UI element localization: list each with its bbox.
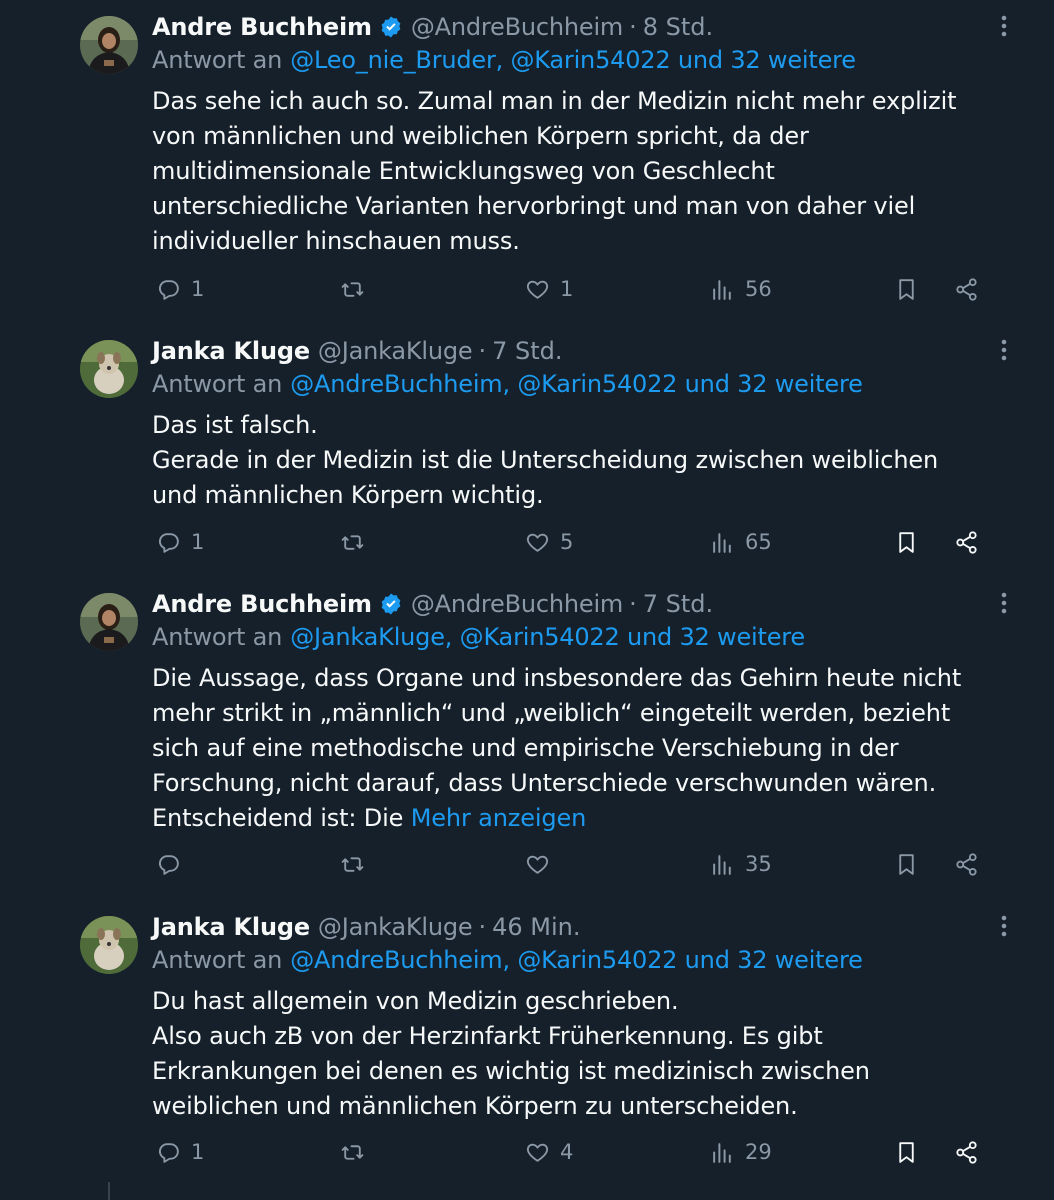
text-line: Das sehe ich auch so. Zumal man in der Medizin nicht mehr explizit [152, 87, 957, 115]
avatar-janka[interactable] [80, 916, 138, 974]
reply-button[interactable] [156, 274, 204, 304]
thread-connector-line [108, 1182, 110, 1200]
heart-icon [525, 1140, 550, 1165]
reply-context [152, 46, 856, 74]
timestamp[interactable]: 46 Min. [492, 913, 581, 941]
share-button[interactable] [954, 274, 979, 304]
views-button[interactable] [710, 527, 772, 557]
retweet-button[interactable] [340, 849, 375, 879]
text-line: von männlichen und weiblichen Körpern spricht, da der [152, 122, 809, 150]
text-line: Die Aussage, dass Organe und insbesondere das Gehirn heute nicht [152, 664, 962, 692]
reply-mentions-link[interactable]: @JankaKluge, @Karin54022 und 32 weitere [290, 623, 805, 651]
reply-icon [156, 852, 181, 877]
text-line: unterschiedliche Varianten hervorbringt und man von daher viel [152, 192, 916, 220]
like-count: 5 [560, 530, 574, 554]
show-more-link[interactable]: Mehr anzeigen [410, 804, 587, 832]
heart-icon [525, 852, 550, 877]
like-count: 4 [560, 1140, 574, 1164]
text-line: Das ist falsch. [152, 411, 318, 439]
retweet-icon [340, 852, 365, 877]
avatar-andre[interactable] [80, 593, 138, 651]
action-bar [0, 527, 1054, 557]
tweet-header [152, 10, 713, 44]
like-button[interactable] [525, 274, 573, 304]
action-bar [0, 274, 1054, 304]
reply-context [152, 370, 863, 398]
retweet-icon [340, 277, 365, 302]
text-line: weiblichen und männlichen Körpern zu unterscheiden. [152, 1092, 798, 1120]
text-line: Erkrankungen bei denen es wichtig ist medizinisch zwischen [152, 1057, 870, 1085]
reply-icon [156, 1140, 181, 1165]
display-name[interactable]: Andre Buchheim [152, 13, 372, 41]
text-line: mehr strikt in „männlich“ und „weiblich“ eingeteilt werden, bezieht [152, 699, 951, 727]
reply-label: Antwort an [152, 46, 283, 74]
retweet-button[interactable] [340, 527, 375, 557]
separator: · [478, 913, 487, 941]
avatar-janka[interactable] [80, 340, 138, 398]
text-line: Gerade in der Medizin ist die Unterscheidung zwischen weiblichen [152, 446, 939, 474]
views-chart-icon [710, 530, 735, 555]
reply-context [152, 946, 863, 974]
reply-mentions-link[interactable]: @AndreBuchheim, @Karin54022 und 32 weitere [290, 946, 863, 974]
avatar-andre-image [80, 593, 138, 651]
reply-count: 1 [191, 530, 205, 554]
text-line: sich auf eine methodische und empirische Verschiebung in der [152, 734, 899, 762]
more-options-icon[interactable] [990, 336, 1018, 364]
heart-icon [525, 277, 550, 302]
reply-button[interactable] [156, 527, 204, 557]
reply-button[interactable] [156, 1137, 204, 1167]
like-count: 1 [560, 277, 574, 301]
text-line: multidimensionale Entwicklungsweg von Geschlecht [152, 157, 775, 185]
share-icon [954, 1140, 979, 1165]
reply-count: 1 [191, 1140, 205, 1164]
reply-context [152, 623, 805, 651]
separator: · [629, 13, 637, 41]
display-name[interactable]: Janka Kluge [152, 337, 310, 365]
bookmark-icon [894, 852, 919, 877]
handle[interactable]: @JankaKluge [317, 913, 473, 941]
views-button[interactable] [710, 1137, 772, 1167]
verified-badge-icon [379, 15, 403, 39]
views-count: 56 [745, 277, 772, 301]
tweet-text [152, 984, 1012, 1124]
timestamp[interactable]: 7 Std. [492, 337, 563, 365]
tweet-header [152, 334, 563, 368]
views-button[interactable] [710, 849, 772, 879]
avatar-andre-image [80, 16, 138, 74]
reply-mentions-link[interactable]: @AndreBuchheim, @Karin54022 und 32 weitere [290, 370, 863, 398]
reply-label: Antwort an [152, 946, 283, 974]
display-name[interactable]: Janka Kluge [152, 913, 310, 941]
more-options-icon[interactable] [990, 12, 1018, 40]
views-count: 65 [745, 530, 772, 554]
text-line: und männlichen Körpern wichtig. [152, 481, 544, 509]
share-icon [954, 530, 979, 555]
reply-mentions-link[interactable]: @Leo_nie_Bruder, @Karin54022 und 32 weitere [290, 46, 856, 74]
reply-button[interactable] [156, 849, 191, 879]
views-button[interactable] [710, 274, 772, 304]
tweet-text [152, 408, 1012, 513]
avatar-janka-image [80, 340, 138, 398]
bookmark-button[interactable] [894, 1137, 919, 1167]
bookmark-icon [894, 1140, 919, 1165]
bookmark-button[interactable] [894, 527, 919, 557]
text-line-with-more [152, 801, 1012, 836]
views-chart-icon [710, 852, 735, 877]
tweet-text [152, 84, 1012, 259]
retweet-button[interactable] [340, 1137, 375, 1167]
handle[interactable]: @JankaKluge [317, 337, 473, 365]
heart-icon [525, 530, 550, 555]
avatar-andre[interactable] [80, 16, 138, 74]
text-line: Also auch zB von der Herzinfarkt Früherkennung. Es gibt [152, 1022, 823, 1050]
text-line: individueller hinschauen muss. [152, 227, 520, 255]
share-button[interactable] [954, 527, 979, 557]
share-button[interactable] [954, 849, 979, 879]
action-bar [0, 1137, 1054, 1167]
like-button[interactable] [525, 849, 560, 879]
views-chart-icon [710, 277, 735, 302]
text-line: Du hast allgemein von Medizin geschrieben. [152, 987, 679, 1015]
like-button[interactable] [525, 527, 573, 557]
separator: · [478, 337, 487, 365]
text-line: Entscheidend ist: Die [152, 804, 404, 832]
share-button[interactable] [954, 1137, 979, 1167]
reply-icon [156, 277, 181, 302]
display-name[interactable]: Andre Buchheim [152, 590, 372, 618]
bookmark-icon [894, 530, 919, 555]
avatar-janka-image [80, 916, 138, 974]
reply-label: Antwort an [152, 623, 283, 651]
views-count: 29 [745, 1140, 772, 1164]
bookmark-button[interactable] [894, 274, 919, 304]
views-count: 35 [745, 852, 772, 876]
tweet-header [152, 910, 581, 944]
timestamp[interactable]: 8 Std. [642, 13, 714, 41]
handle[interactable]: @AndreBuchheim [410, 13, 624, 41]
more-options-icon[interactable] [990, 912, 1018, 940]
retweet-icon [340, 530, 365, 555]
handle[interactable]: @AndreBuchheim [410, 590, 624, 618]
retweet-button[interactable] [340, 274, 375, 304]
like-button[interactable] [525, 1137, 573, 1167]
text-line: Forschung, nicht darauf, dass Unterschiede verschwunden wären. [152, 769, 937, 797]
separator: · [629, 590, 637, 618]
action-bar [0, 849, 1054, 879]
bookmark-button[interactable] [894, 849, 919, 879]
timestamp[interactable]: 7 Std. [642, 590, 714, 618]
reply-count: 1 [191, 277, 205, 301]
more-options-icon[interactable] [990, 589, 1018, 617]
reply-icon [156, 530, 181, 555]
tweet-header [152, 587, 713, 621]
share-icon [954, 277, 979, 302]
reply-label: Antwort an [152, 370, 283, 398]
retweet-icon [340, 1140, 365, 1165]
share-icon [954, 852, 979, 877]
bookmark-icon [894, 277, 919, 302]
tweet-text [152, 661, 1012, 836]
views-chart-icon [710, 1140, 735, 1165]
verified-badge-icon [379, 592, 403, 616]
